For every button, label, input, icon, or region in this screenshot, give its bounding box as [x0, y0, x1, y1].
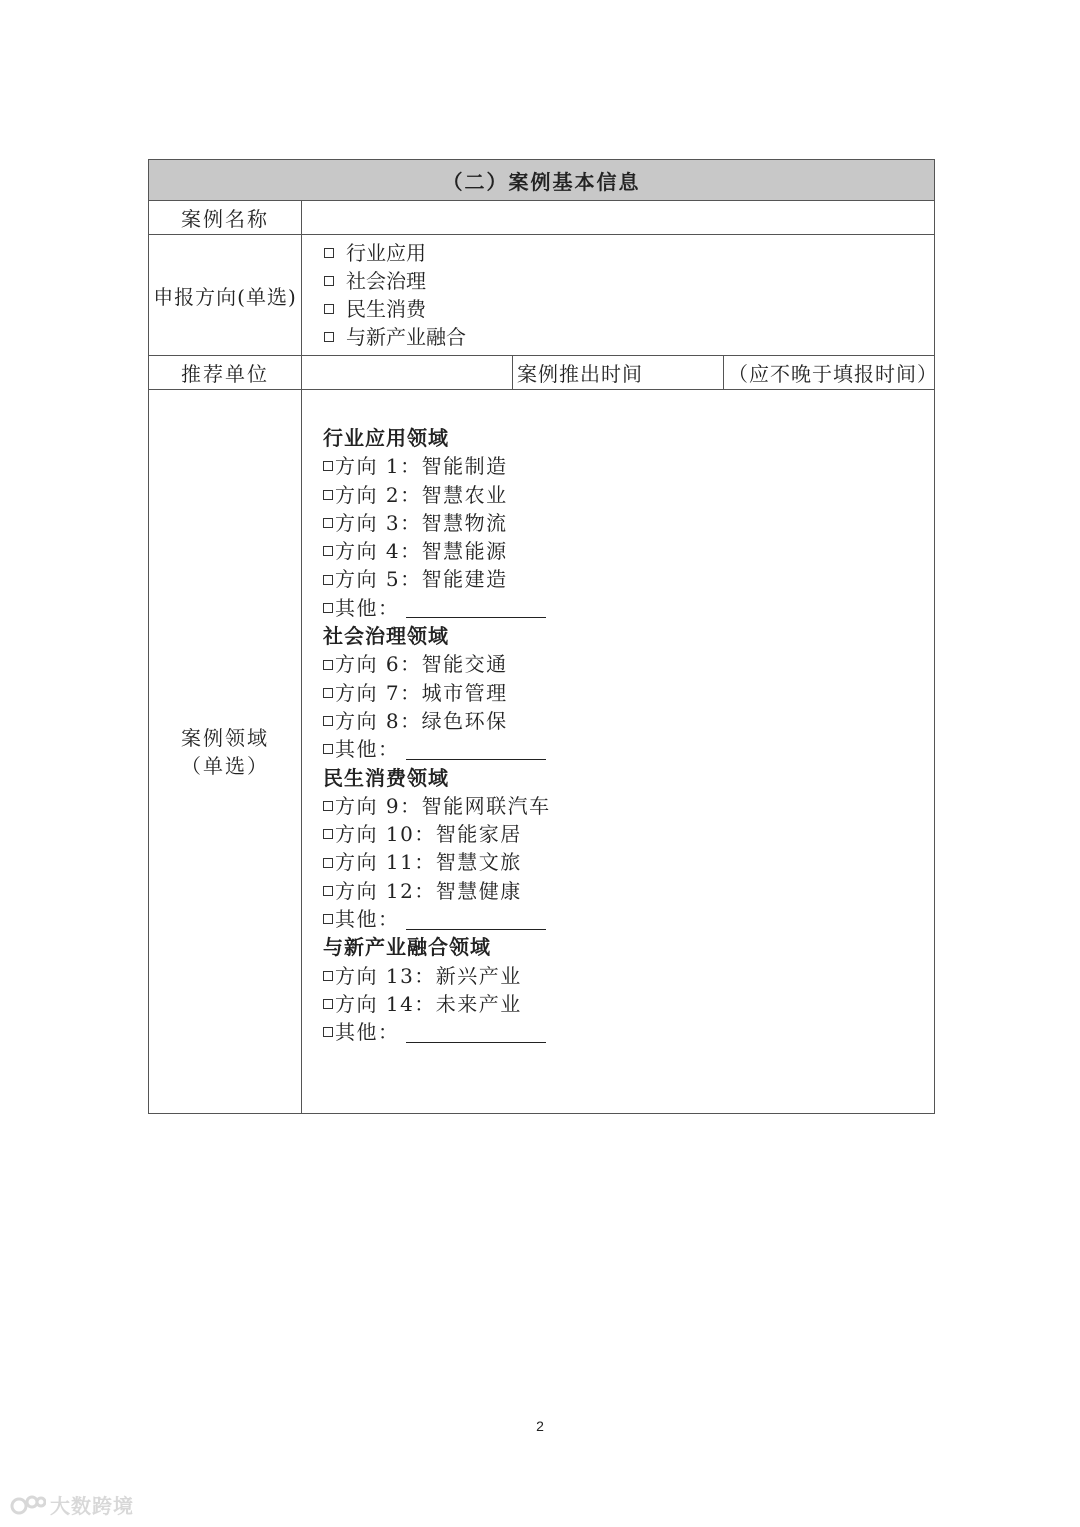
direction-option[interactable]: 与新产业融合	[324, 323, 934, 351]
domain-option-other[interactable]: 其他：	[323, 905, 934, 933]
domain-option[interactable]: 方向 12：智慧健康	[323, 877, 934, 905]
checkbox-icon[interactable]	[323, 461, 333, 471]
launch-time-field[interactable]	[724, 356, 938, 390]
direction-options	[302, 235, 935, 356]
launch-time-label: 案例推出时间	[513, 356, 724, 390]
checkbox-icon[interactable]	[324, 332, 334, 342]
domain-option[interactable]: 方向 13：新兴产业	[323, 962, 934, 990]
checkbox-icon[interactable]	[323, 716, 333, 726]
watermark: 大数跨境	[10, 1490, 134, 1519]
launch-time-note: （应不晚于填报时间）	[728, 362, 938, 386]
checkbox-icon[interactable]	[323, 858, 333, 868]
domain-option-other[interactable]: 其他：	[323, 735, 934, 763]
domain-option[interactable]: 方向 5：智能建造	[323, 565, 934, 593]
checkbox-icon[interactable]	[323, 575, 333, 585]
case-name-field[interactable]	[302, 201, 935, 235]
direction-label: 申报方向(单选)	[149, 235, 302, 356]
recommender-label: 推荐单位	[149, 356, 302, 390]
other-input-line[interactable]	[406, 597, 546, 618]
checkbox-icon[interactable]	[324, 276, 334, 286]
domain-group-title: 行业应用领域	[323, 426, 449, 450]
checkbox-icon[interactable]	[323, 660, 333, 670]
domain-group-title: 民生消费领域	[323, 765, 449, 790]
checkbox-icon[interactable]	[323, 801, 333, 811]
domain-group-title: 社会治理领域	[323, 624, 449, 649]
page-number: 2	[536, 1418, 544, 1434]
other-input-line[interactable]	[406, 1022, 546, 1043]
checkbox-icon[interactable]	[323, 518, 333, 528]
domain-option-other[interactable]: 其他：	[323, 594, 934, 622]
watermark-logo-icon	[10, 1494, 46, 1516]
domain-option[interactable]: 方向 1：智能制造	[323, 452, 934, 480]
case-info-form	[148, 159, 938, 1114]
checkbox-icon[interactable]	[323, 829, 333, 839]
domain-label: 案例领域 （单选）	[149, 390, 302, 1114]
checkbox-icon[interactable]	[323, 914, 333, 924]
case-name-label: 案例名称	[149, 201, 302, 235]
checkbox-icon[interactable]	[323, 603, 333, 613]
other-input-line[interactable]	[406, 909, 546, 930]
domain-option[interactable]: 方向 3：智慧物流	[323, 509, 934, 537]
recommender-field[interactable]	[302, 356, 513, 390]
direction-option[interactable]: 行业应用	[324, 239, 934, 267]
domain-option[interactable]: 方向 9：智能网联汽车	[323, 792, 934, 820]
checkbox-icon[interactable]	[323, 490, 333, 500]
checkbox-icon[interactable]	[323, 744, 333, 754]
section-title: （二）案例基本信息	[149, 160, 935, 201]
domain-option[interactable]: 方向 14：未来产业	[323, 990, 934, 1018]
checkbox-icon[interactable]	[323, 688, 333, 698]
domain-option[interactable]: 方向 8：绿色环保	[323, 707, 934, 735]
checkbox-icon[interactable]	[323, 999, 333, 1009]
domain-options	[302, 390, 935, 1114]
checkbox-icon[interactable]	[323, 546, 333, 556]
checkbox-icon[interactable]	[323, 886, 333, 896]
domain-option[interactable]: 方向 2：智慧农业	[323, 481, 934, 509]
domain-option[interactable]: 方向 6：智能交通	[323, 650, 934, 678]
checkbox-icon[interactable]	[324, 304, 334, 314]
domain-option[interactable]: 方向 4：智慧能源	[323, 537, 934, 565]
domain-option-other[interactable]: 其他：	[323, 1018, 934, 1046]
direction-option[interactable]: 社会治理	[324, 267, 934, 295]
other-input-line[interactable]	[406, 739, 546, 760]
domain-option[interactable]: 方向 7：城市管理	[323, 679, 934, 707]
direction-option[interactable]: 民生消费	[324, 295, 934, 323]
checkbox-icon[interactable]	[323, 1027, 333, 1037]
domain-option[interactable]: 方向 11：智慧文旅	[323, 848, 934, 876]
checkbox-icon[interactable]	[324, 248, 334, 258]
domain-option[interactable]: 方向 10：智能家居	[323, 820, 934, 848]
domain-group-title: 与新产业融合领域	[323, 935, 491, 960]
checkbox-icon[interactable]	[323, 971, 333, 981]
